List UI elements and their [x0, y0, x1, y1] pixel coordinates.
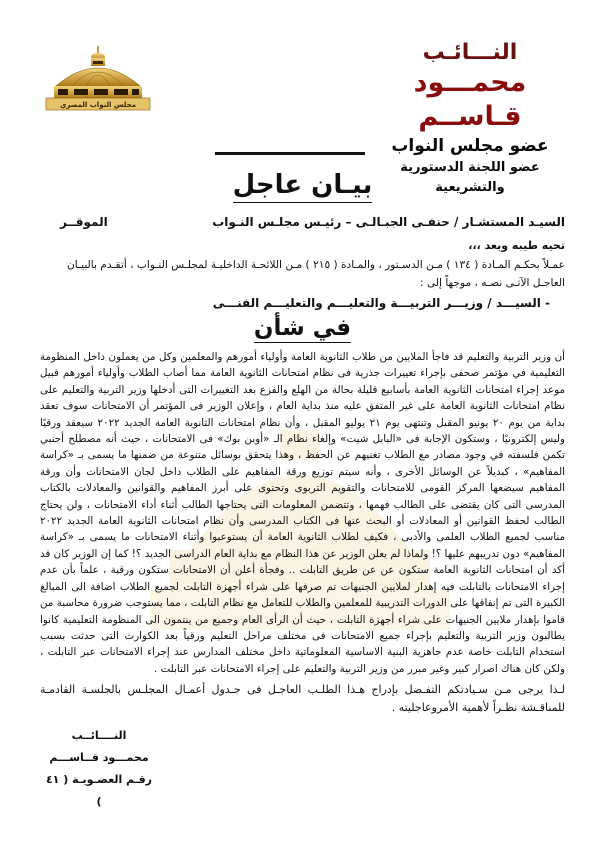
mp-name: محمـــود قـاســم [413, 67, 527, 132]
subject-row [40, 314, 565, 343]
header-divider [215, 152, 365, 155]
addressee: السيـد المستشـار / حنفـى الجبـالـى – رئيـس مجلـس النـواب [212, 215, 565, 229]
membership-number: رقـم العضـويـة ( ٤١ ) [45, 773, 153, 809]
minister-line: - السيـــد / وزيـــر التربيـــة والتعليـــم والتعليـــم الفنـــى [212, 296, 550, 310]
greeting: تحيه طيبه وبعد ،،، [468, 239, 565, 252]
document-body [0, 158, 605, 833]
parliament-logo-icon [42, 44, 154, 116]
honorific: الموقــر [60, 215, 108, 229]
signature-row [40, 725, 565, 813]
addressee-line [40, 213, 565, 231]
mp-role: عضو مجلس النواب [391, 136, 549, 156]
body-paragraph: أن وزير التربية والتعليم قد فاجأ الملايين من طلاب الثانوية العامة وأولياء أمورهم والمعلمين وكل من يعملون داخل المنظومة التعليمية في مؤتمر صحفى بإجراء تغييرات جذرية فى نظام امتحانات الثانوية العامة مما أصاب الطلاب وأولياء أمورهم قبيل موعد إجراء امتحانات الثانوية العامة بأسابيع قليلة بحالة من الهلع والفزع بعد التغييرات التى أدخلها وزير التربية والتعليم على نظام امتحانات الثانوية العامة على غير المتفق عليه منذ بداية العام ، وإعلان الوزير فى المؤتمر أن الامتحانات سوف تعقد بداية من يوم ٢٠ يونيو المقبل وتنتهى يوم ٢١ يوليو المقبل ، وأن نظام امتحانات الثانوية العامة الجديد ٢٠٢٢ سيعقد ورقيًا وليس إلكترونيًا ، وستكون الإجابة فى «البابل شيت» وإلغاء نظام الـ «أوبن بوك» فى الامتحانات ، حيث أنه مصطلح أجنبي تكمن فلسفته في وجود مصادر مع الطلاب تغنيهم عن الحفظ ، وهذا يتحقق بوسائل متنوعة من ضمنها ما يسمى بـ «كراسة المفاهيم» ، كبديلاً عن الوسائل الأخرى ، وأنه سيتم توزيع ورقة المفاهيم على الطلاب داخل لجان الامتحانات وأن ورقة المفاهيم سيضعها المركز القومى للامتحانات والتقويم التربوى وتحتوى على أبرز المفاهيم والقوانين والمعادلات بالكتاب المدرسى التى كان يقتضى على الطالب فهمها ، وتتضمن المعلومات التى يحتاجها الطالب أثناء أداء الامتحانات ، ولن يحتاج الطالب لحفظ القوانين أو المعادلات أو البحث عنها فى الكتاب المدرسى وأن نظام امتحانات الثانوية العامة الجديد ٢٠٢٢ مناسب لجميع الطلاب العلمى والأدبى ، فكيف لطلاب الثانوية العامة أن يستوعبوا وأثناء الامتحانات ما يسمى بـ «كراسة المفاهيم» دون تدريبهم عليها ؟! ولماذا لم يعلن الوزير عن هذا النظام مع بداية العام الدراسى الجديد ؟! كما إن الوزير كان قد أكد أن امتحانات الثانوية العامة ستكون عن عن طريق التابلت .. وفجأة أعلن أن الامتحانات ستكون ورقية ، علماً بأن عدم إجراء الامتحانات بالتابلت فيه إهدار لملايين الجنيهات تم صرفها على شراء أجهزة التابلت لجميع الطلاب اضافة الى المبالغ الكبيرة التى تم إنفاقها على الدورات التدريبية للمعلمين والطلاب للتعامل مع نظام التابلت ، مما يستوجب ضرورة محاسبة من قاموا بإهدار ملايين الجنيهات على شراء أجهزة التابلت ، حيث أن الرأى العام وجميع من ينتمون الى المنظومة التعليمية كانوا يطالبون وزير التربية والتعليم بإجراء جميع الامتحانات فى مختلف مراحل التعليم ورقياً بعد الكوارث التى حدثت بسبب استخدام التابلت خاصة عدم جاهزية البنية الاساسية المعلوماتية داخل مختلف المدارس عند إجراء الامتحانات عبر التابلت ، ولكن كان هناك اصرار كبير وغير مبرر من وزير التربية والتعليم على إجراء الامتحانات عبر التابلت . [40, 351, 565, 675]
intro-paragraph: عمـلاً بحكـم المـادة ( ١٣٤ ) مـن الدسـتور ، والمـادة ( ٢١٥ ) مـن اللائحـة الداخليـة لمجلـس النـواب ، أتقـدم بالبيـان العاجـل الآتـى نصـه ، موجهاً إلى : [67, 259, 565, 289]
closing-paragraph: لـذا يرجى مـن سـيادتكم التفـضل بإدراج هـذا الطلـب العاجـل فى جـدول أعمـال المجلـس بالجلسـة القادمـة للمناقـشة نظـراً لأهمية الأمروعاجليته . [40, 683, 565, 715]
signature-title: النــــائــب [71, 729, 127, 743]
signature-block [44, 725, 154, 813]
mp-title: النـــائـب [422, 40, 518, 65]
logo-caption: مجلس النواب المصري [59, 101, 137, 109]
mp-committee: عضو اللجنة الدستورية والتشريعية [400, 160, 540, 195]
subject-heading: في شأن [253, 315, 352, 341]
document-title-row [40, 168, 565, 203]
signature-name: محمـــود قــاســـم [49, 751, 149, 765]
document-title: بيـان عاجل [233, 168, 373, 203]
